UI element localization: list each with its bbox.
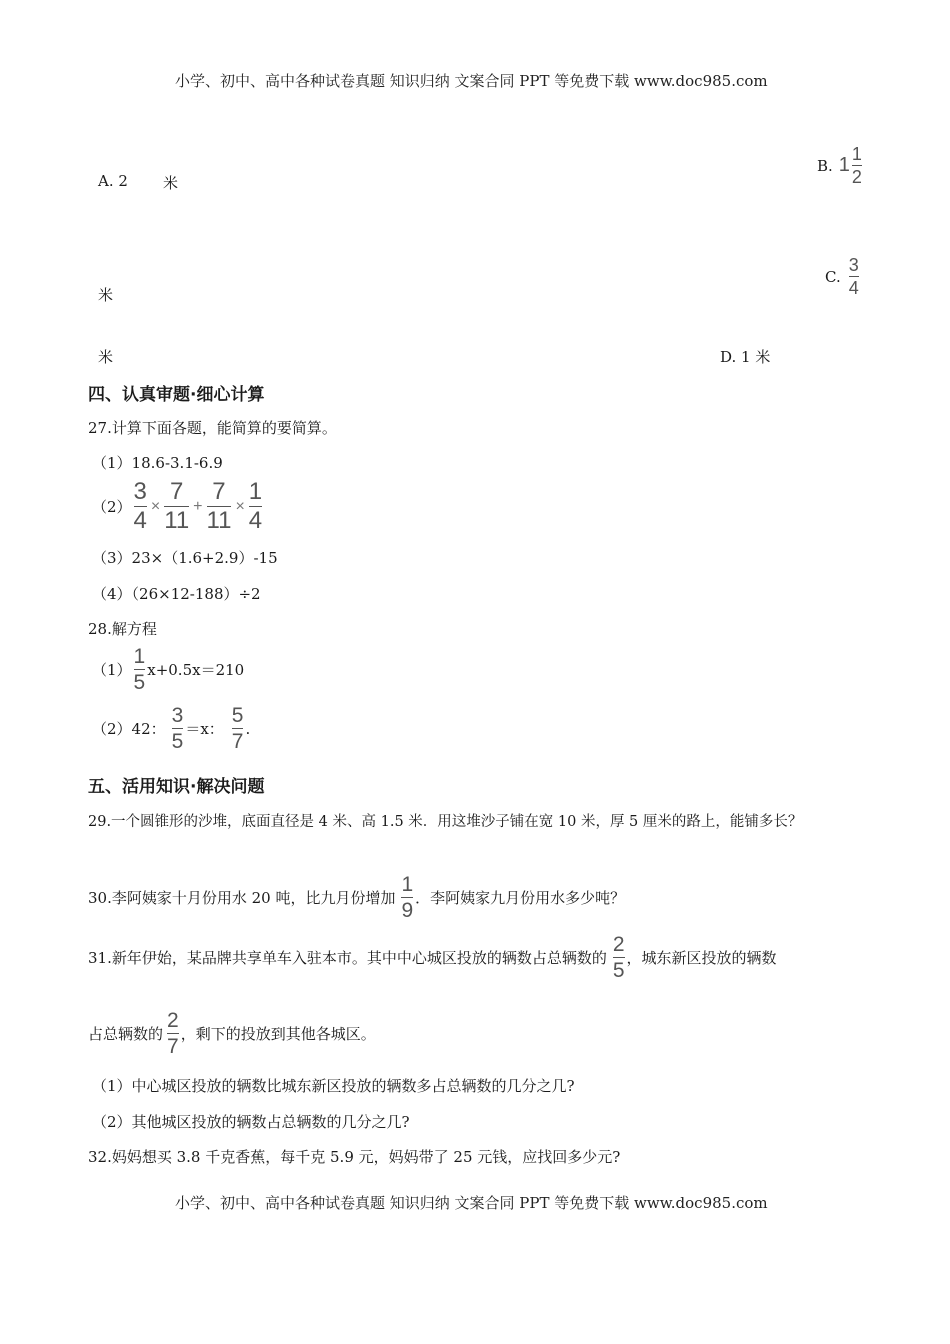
q28-stem: 28.解方程 <box>88 620 157 638</box>
fraction-7-11 <box>207 480 232 533</box>
fraction-numerator: 3 <box>848 255 859 275</box>
q27-stem: 27.计算下面各题，能简算的要简算。 <box>88 419 337 437</box>
fraction-denominator: 5 <box>133 671 146 694</box>
fraction-numerator: 1 <box>401 873 414 896</box>
q28-part2-mid: ＝x： <box>185 720 224 738</box>
q27-part3: （3）23×（1.6+2.9）-15 <box>92 549 278 567</box>
q28-part1-prefix: （1） <box>92 661 132 679</box>
fraction-numerator: 7 <box>212 478 226 505</box>
section-5-title: 五、活用知识·解决问题 <box>88 777 265 797</box>
fraction-numerator: 3 <box>171 704 184 727</box>
q30-text-a: 30.李阿姨家十月份用水 20 吨，比九月份增加 <box>88 889 396 907</box>
q31-text-b: ，城东新区投放的辆数 <box>626 949 777 967</box>
fraction-bar <box>232 728 244 729</box>
fraction-numerator: 5 <box>231 704 244 727</box>
q31-part2: （2）其他城区投放的辆数占总辆数的几分之几? <box>92 1113 410 1131</box>
fraction-bar <box>172 728 184 729</box>
fraction-bar <box>613 957 625 958</box>
fraction-5-7 <box>232 705 244 752</box>
fraction-denominator: 7 <box>167 1035 179 1058</box>
fraction-1-5 <box>134 646 146 693</box>
q31-line2 <box>88 1010 376 1057</box>
fraction-denominator: 2 <box>851 167 862 187</box>
fraction-7-11 <box>164 480 189 533</box>
option-a-label: A. 2 <box>98 172 128 190</box>
q32: 32.妈妈想买 3.8 千克香蕉，每千克 5.9 元，妈妈带了 25 元钱，应找回多少元? <box>88 1148 621 1166</box>
fraction-numerator: 3 <box>133 478 147 505</box>
fraction-3-5 <box>172 705 184 752</box>
q30-text-b: ．李阿姨家九月份用水多少吨？ <box>415 889 626 907</box>
fraction-denominator: 11 <box>206 507 232 534</box>
option-b-fraction <box>852 145 862 186</box>
times-operator: × <box>150 497 161 515</box>
fraction-denominator: 5 <box>171 730 184 753</box>
plus-operator: + <box>193 497 203 515</box>
option-d: D. 1 米 <box>720 348 771 366</box>
fraction-denominator: 11 <box>164 507 190 534</box>
times-operator: × <box>235 497 245 515</box>
option-c-label: C. <box>825 267 841 286</box>
q31-line1 <box>88 934 777 981</box>
fraction-bar <box>401 897 413 898</box>
fraction-denominator: 4 <box>248 507 263 534</box>
fraction-numerator: 1 <box>851 144 862 164</box>
page-footer: 小学、初中、高中各种试卷真题 知识归纳 文案合同 PPT 等免费下载 www.doc985.com <box>175 1194 768 1212</box>
q27-part4: （4）（26×12-188）÷2 <box>92 585 261 603</box>
option-b-label: B. <box>817 156 833 175</box>
q30 <box>88 874 625 921</box>
q28-part2-prefix: （2）42： <box>92 720 166 738</box>
fraction-bar <box>852 165 862 166</box>
option-a-unit: 米 <box>163 174 179 192</box>
q31-text-a: 31.新年伊始，某品牌共享单车入驻本市。其中中心城区投放的辆数占总辆数的 <box>88 949 607 967</box>
q31-text-c: 占总辆数的 <box>88 1025 164 1043</box>
option-c-fraction <box>849 256 859 297</box>
option-b <box>817 145 864 186</box>
fraction-bar <box>849 276 859 277</box>
fraction-3-4 <box>134 480 147 533</box>
fraction-bar <box>134 669 146 670</box>
fraction-denominator: 4 <box>133 507 147 534</box>
page-header: 小学、初中、高中各种试卷真题 知识归纳 文案合同 PPT 等免费下载 www.doc985.com <box>175 72 768 90</box>
fraction-denominator: 5 <box>612 959 625 982</box>
q28-part2 <box>92 705 250 752</box>
fraction-numerator: 7 <box>170 478 184 505</box>
option-b-whole: 1 <box>838 154 850 176</box>
fraction-numerator: 2 <box>612 933 625 956</box>
q28-part1-equation: x+0.5x＝210 <box>147 661 245 679</box>
q29: 29.一个圆锥形的沙堆，底面直径是 4 米、高 1.5 米．用这堆沙子铺在宽 10 米，厚 5 厘米的路上，能铺多长？ <box>88 814 803 830</box>
option-c <box>825 256 861 297</box>
fraction-denominator: 9 <box>401 899 414 922</box>
fraction-numerator: 1 <box>133 645 146 668</box>
fraction-1-4 <box>249 480 262 533</box>
fraction-numerator: 2 <box>167 1009 179 1032</box>
q31-part1: （1）中心城区投放的辆数比城东新区投放的辆数多占总辆数的几分之几? <box>92 1077 575 1095</box>
fraction-2-5 <box>613 934 625 981</box>
q27-part1: （1）18.6-3.1-6.9 <box>92 454 223 472</box>
q27-part2-prefix: （2） <box>92 498 132 516</box>
fraction-2-7 <box>167 1010 179 1057</box>
q28-part2-end: . <box>245 719 251 738</box>
option-b-unit: 米 <box>98 286 114 304</box>
section-4-title: 四、认真审题·细心计算 <box>88 385 265 405</box>
fraction-numerator: 1 <box>248 478 263 505</box>
fraction-denominator: 4 <box>848 278 859 298</box>
q27-part2 <box>92 480 264 533</box>
q31-text-d: ，剩下的投放到其他各城区。 <box>180 1025 376 1043</box>
fraction-bar <box>167 1033 179 1034</box>
q28-part1 <box>92 646 244 693</box>
fraction-1-9 <box>401 874 413 921</box>
fraction-denominator: 7 <box>231 730 244 753</box>
option-c-unit: 米 <box>98 348 114 366</box>
